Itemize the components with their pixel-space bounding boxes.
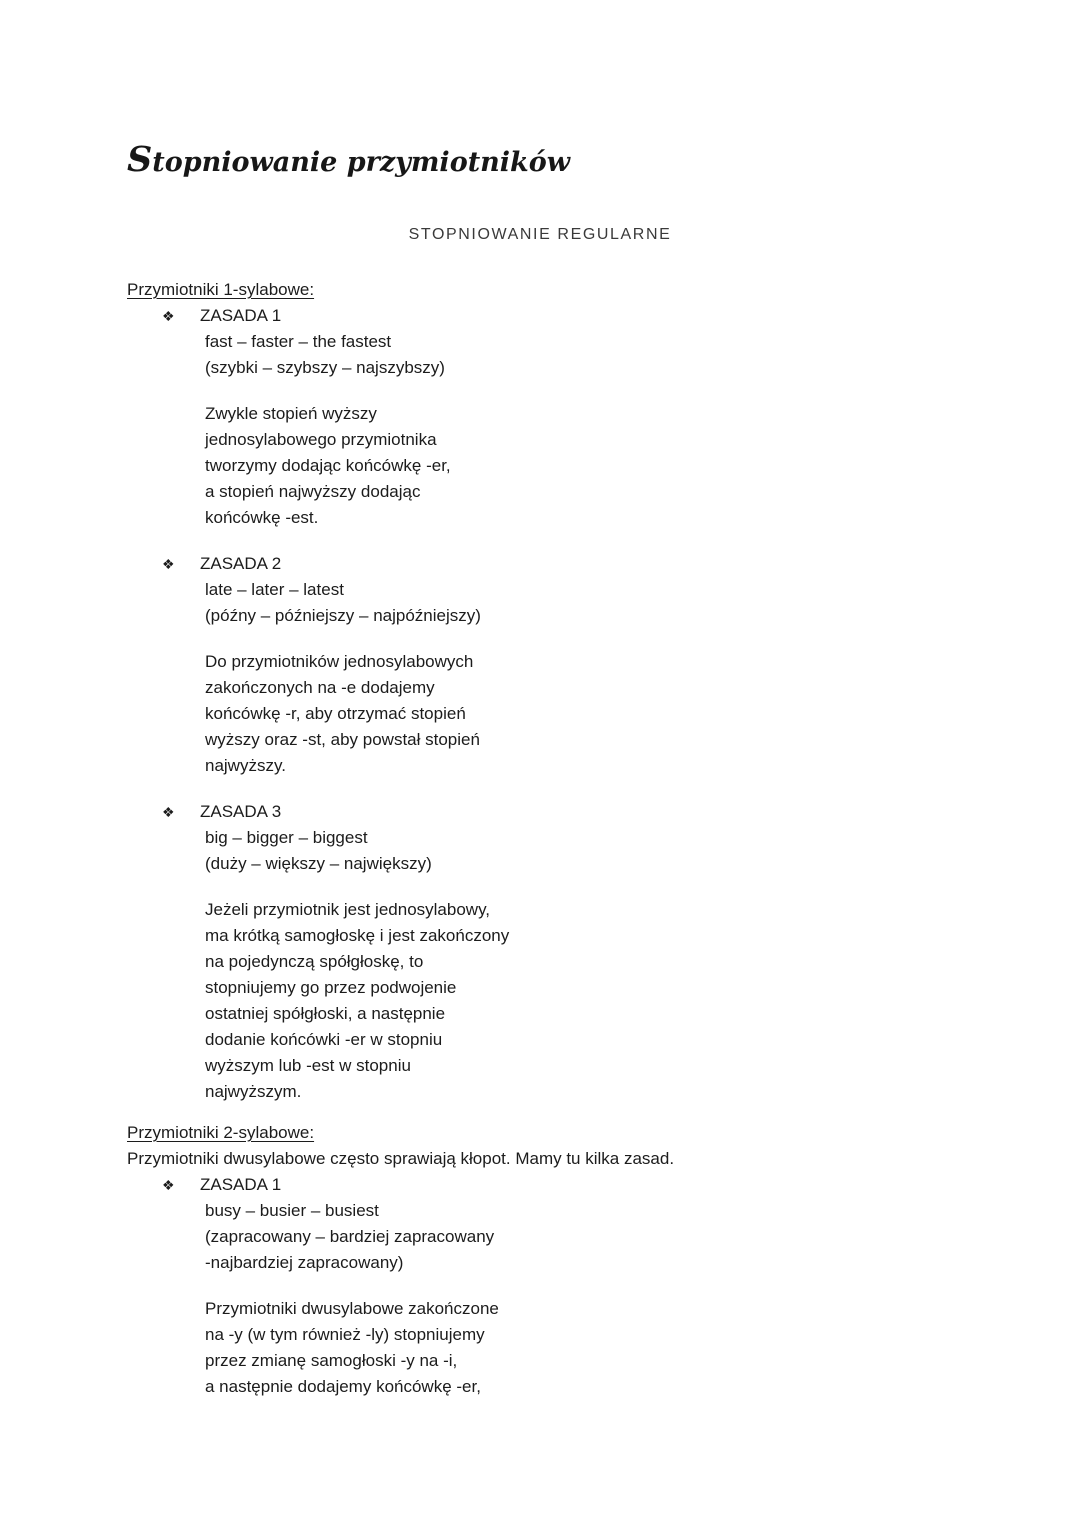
example-line: (szybki – szybszy – najszybszy) [205, 358, 445, 377]
rule-zasada-2 [127, 551, 953, 779]
example-line: big – bigger – biggest [205, 828, 368, 847]
explanation-line: stopniujemy go przez podwojenie [205, 978, 457, 997]
explanation-line: dodanie końcówki -er w stopniu [205, 1030, 443, 1049]
page-title: Stopniowanie przymiotników [127, 139, 571, 180]
explanation-line: końcówkę -est. [205, 508, 319, 527]
section-2-syllable-adjectives [127, 1120, 953, 1400]
diamond-bullet-icon: ❖ [162, 1177, 175, 1193]
example-line: (późny – późniejszy – najpóźniejszy) [205, 606, 481, 625]
rule-head [127, 799, 953, 825]
diamond-bullet-icon: ❖ [162, 804, 175, 820]
explanation-line: a stopień najwyższy dodając [205, 482, 421, 501]
diamond-bullet-icon: ❖ [162, 308, 175, 324]
example-line: (zapracowany – bardziej zapracowany [205, 1227, 495, 1246]
rule-label: ZASADA 1 [200, 1175, 282, 1194]
rule-zasada-3 [127, 799, 953, 1105]
subtitle: STOPNIOWANIE REGULARNE [408, 226, 672, 243]
section-1-syllable-adjectives [127, 277, 953, 1105]
example-line: (duży – większy – największy) [205, 854, 432, 873]
explanation-line: najwyższym. [205, 1082, 302, 1101]
rule-explanation [127, 649, 953, 779]
rule-head [127, 1172, 953, 1198]
explanation-line: zakończonych na -e dodajemy [205, 678, 435, 697]
rule-label: ZASADA 1 [200, 306, 282, 325]
explanation-line: ostatniej spółgłoski, a następnie [205, 1004, 446, 1023]
rule-explanation [127, 401, 953, 531]
explanation-line: ma krótką samogłoskę i jest zakończony [205, 926, 510, 945]
explanation-line: na -y (w tym również -ly) stopniujemy [205, 1325, 485, 1344]
explanation-line: wyższy oraz -st, aby powstał stopień [205, 730, 480, 749]
example-line: -najbardziej zapracowany) [205, 1253, 404, 1272]
explanation-line: przez zmianę samogłoski -y na -i, [205, 1351, 458, 1370]
rule-zasada-1-2syl [127, 1172, 953, 1400]
explanation-line: wyższym lub -est w stopniu [205, 1056, 411, 1075]
explanation-line: a następnie dodajemy końcówkę -er, [205, 1377, 481, 1396]
section-heading: Przymiotniki 1-sylabowe: [127, 280, 315, 299]
explanation-line: Do przymiotników jednosylabowych [205, 652, 474, 671]
example-line: late – later – latest [205, 580, 344, 599]
diamond-bullet-icon: ❖ [162, 556, 175, 572]
explanation-line: Przymiotniki dwusylabowe zakończone [205, 1299, 499, 1318]
example-line: busy – busier – busiest [205, 1201, 379, 1220]
explanation-line: końcówkę -r, aby otrzymać stopień [205, 704, 466, 723]
explanation-line: na pojedynczą spółgłoskę, to [205, 952, 424, 971]
explanation-line: tworzymy dodając końcówkę -er, [205, 456, 451, 475]
explanation-line: jednosylabowego przymiotnika [205, 430, 437, 449]
rule-zasada-1 [127, 303, 953, 531]
rule-head [127, 551, 953, 577]
section-heading: Przymiotniki 2-sylabowe: [127, 1123, 315, 1142]
explanation-line: Zwykle stopień wyższy [205, 404, 377, 423]
explanation-line: najwyższy. [205, 756, 286, 775]
rule-head [127, 303, 953, 329]
rule-label: ZASADA 2 [200, 554, 282, 573]
rule-label: ZASADA 3 [200, 802, 282, 821]
explanation-line: Jeżeli przymiotnik jest jednosylabowy, [205, 900, 491, 919]
rule-explanation [127, 1296, 953, 1400]
example-line: fast – faster – the fastest [205, 332, 392, 351]
rule-explanation [127, 897, 953, 1105]
section-intro: Przymiotniki dwusylabowe często sprawiają kłopot. Mamy tu kilka zasad. [127, 1149, 675, 1168]
